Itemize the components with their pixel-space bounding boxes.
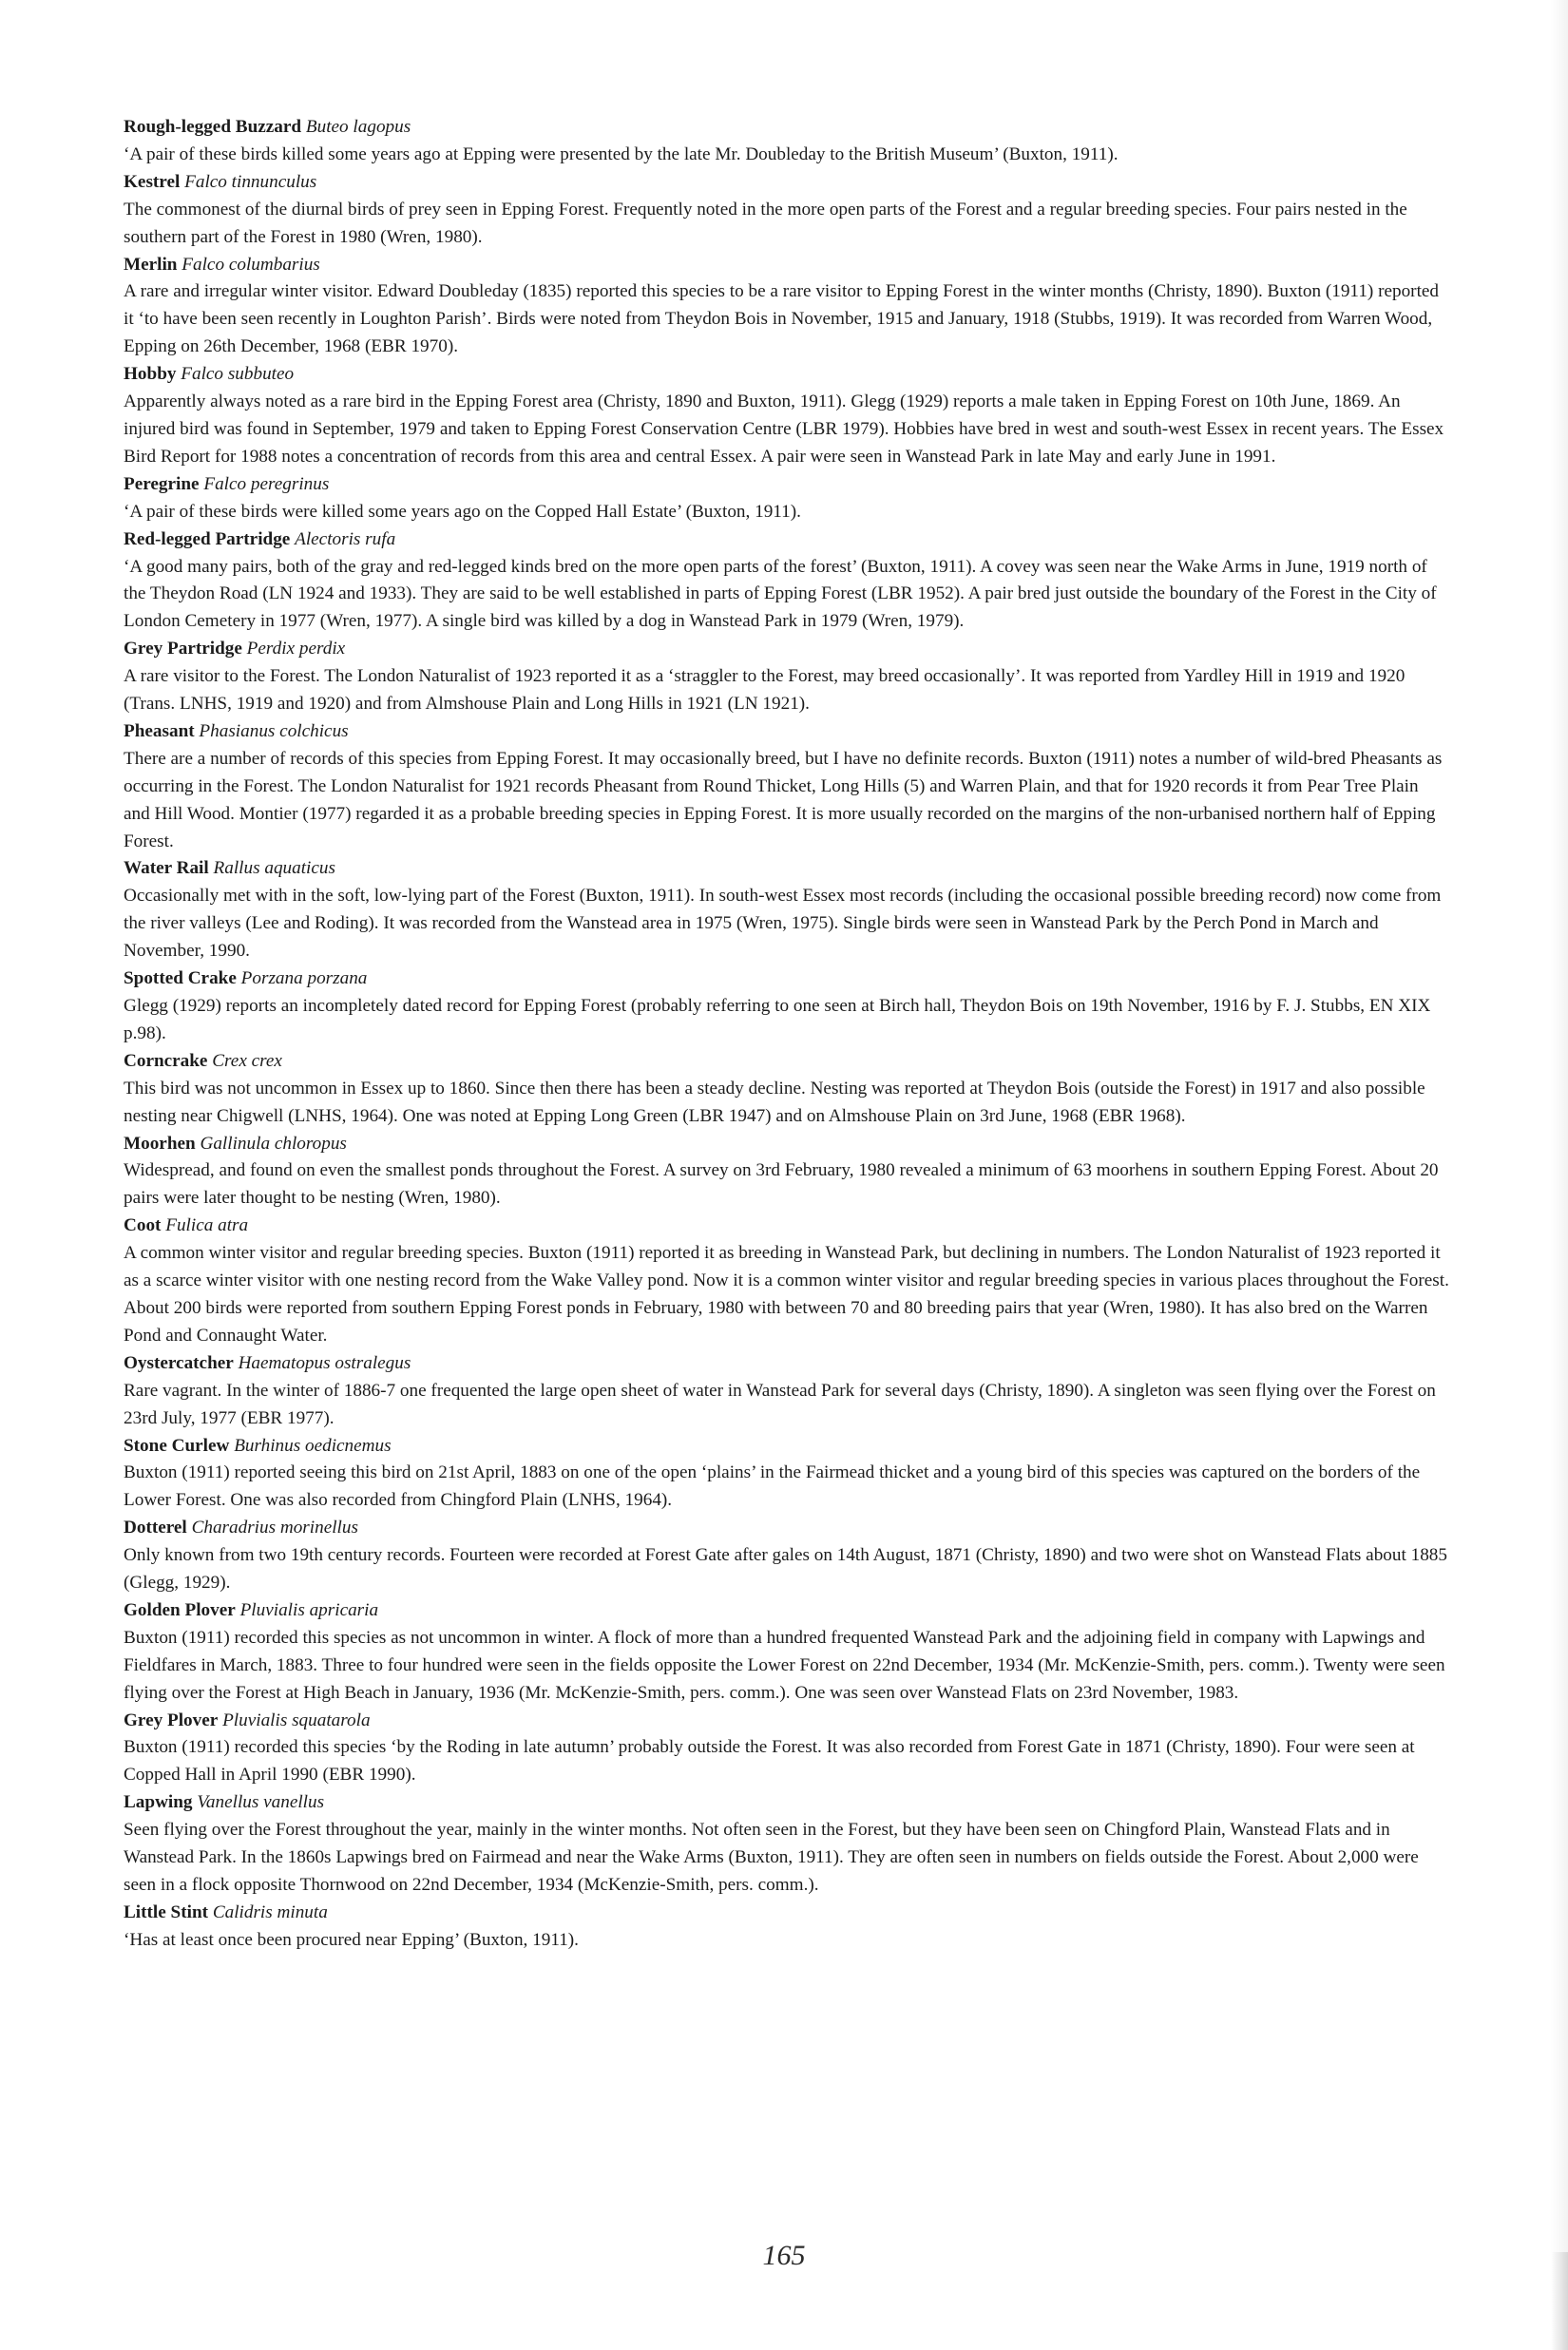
species-common-name: Rough-legged Buzzard [124,117,302,137]
species-common-name: Water Rail [124,858,209,879]
species-heading [124,252,1449,279]
species-heading [124,855,1449,883]
species-text: ‘Has at least once been procured near Epping’ (Buxton, 1911). [124,1929,579,1950]
species-common-name: Dotterel [124,1518,187,1538]
species-latin-name: Falco columbarius [182,254,320,275]
species-text: Widespread, and found on even the smallest ponds throughout the Forest. A survey on 3rd February, 1980 revealed a minimum of 63 moorhens in southern Epping Forest. About 20 pairs were later thought to be nesting (Wren, 1980). [124,1160,1439,1209]
species-entry [124,1350,1449,1433]
species-latin-name: Vanellus vanellus [197,1792,325,1813]
species-common-name: Peregrine [124,473,200,494]
species-heading [124,636,1449,663]
species-common-name: Merlin [124,254,178,275]
species-heading [124,471,1449,499]
species-entry [124,718,1449,856]
species-heading [124,1350,1449,1378]
species-latin-name: Haematopus ostralegus [238,1352,411,1373]
species-heading [124,1597,1449,1625]
species-entry [124,1515,1449,1597]
species-text: ‘A good many pairs, both of the gray and red-legged kinds bred on the more open parts of the forest’ (Buxton, 1911). A covey was seen near the Wake Arms in June, 1919 north of the Theydon Road (LN 1924 and 1933). They are said to be well established in parts of Epping Forest (LBR 1952). A pair bred just outside the boundary of the Forest in the City of London Cemetery in 1977 (Wren, 1977). A single bird was killed by a dog in Wanstead Park in 1979 (Wren, 1979). [124,556,1437,632]
species-heading [124,718,1449,746]
species-latin-name: Perdix perdix [246,639,346,659]
species-text: Buxton (1911) reported seeing this bird on 21st April, 1883 on one of the open ‘plains’ in the Fairmead thicket and a young bird of this species was captured on the borders of the Lower Forest. One was also recorded from Chingford Plain (LNHS, 1964). [124,1462,1421,1511]
species-accounts [124,114,1449,1955]
species-heading [124,1789,1449,1817]
species-entry [124,1131,1449,1213]
species-heading [124,1213,1449,1240]
species-text: ‘A pair of these birds killed some years ago at Epping were presented by the late Mr. Doubleday to the British Museum’ (Buxton, 1911). [124,143,1119,164]
species-entry [124,1048,1449,1131]
species-entry [124,1597,1449,1708]
species-entry [124,1213,1449,1350]
species-heading [124,965,1449,993]
species-entry [124,169,1449,252]
species-entry [124,1900,1449,1955]
species-common-name: Pheasant [124,720,195,741]
species-text: This bird was not uncommon in Essex up to 1860. Since then there has been a steady decline. Nesting was reported at Theydon Bois (outside the Forest) in 1917 and also possible nesting near Chigwell (LNHS, 1964). One was noted at Epping Long Green (LBR 1947) and on Almshouse Plain on 3rd June, 1968 (EBR 1968). [124,1078,1425,1126]
page-number: 165 [762,2240,806,2271]
species-common-name: Spotted Crake [124,968,237,989]
species-latin-name: Falco peregrinus [203,473,330,494]
species-common-name: Oystercatcher [124,1352,234,1373]
species-common-name: Lapwing [124,1792,193,1813]
species-text: A rare visitor to the Forest. The London Naturalist of 1923 reported it as a ‘straggler to the Forest, may breed occasionally’. It was reported from Yardley Hill in 1919 and 1920 (Trans. LNHS, 1919 and 1920) and from Almshouse Plain and Long Hills in 1921 (LN 1921). [124,666,1405,715]
species-entry [124,1789,1449,1900]
species-latin-name: Phasianus colchicus [199,720,349,741]
species-latin-name: Buteo lagopus [305,117,411,137]
species-entry [124,114,1449,169]
species-common-name: Grey Plover [124,1710,219,1730]
species-text: Only known from two 19th century records. Fourteen were recorded at Forest Gate after gales on 14th August, 1871 (Christy, 1890) and two were shot on Wanstead Flats about 1885 (Glegg, 1929). [124,1545,1447,1594]
species-common-name: Coot [124,1215,162,1236]
species-heading [124,1515,1449,1542]
species-latin-name: Charadrius morinellus [191,1518,358,1538]
species-entry [124,855,1449,965]
species-text: Buxton (1911) recorded this species ‘by the Roding in late autumn’ probably outside the Forest. It was also recorded from Forest Gate in 1871 (Christy, 1890). Four were seen at Copped Hall in April 1990 (EBR 1990). [124,1737,1415,1786]
species-latin-name: Gallinula chloropus [200,1133,347,1154]
species-text: Apparently always noted as a rare bird in the Epping Forest area (Christy, 1890 and Buxton, 1911). Glegg (1929) reports a male taken in Epping Forest on 10th June, 1869. An injured bird was found in September, 1979 and taken to Epping Forest Conservation Centre (LBR 1979). Hobbies have bred in west and south-west Essex in recent years. The Essex Bird Report for 1988 notes a concentration of records from this area and central Essex. A pair were seen in Wanstead Park in late May and early June in 1991. [124,392,1444,467]
species-latin-name: Burhinus oedicnemus [234,1435,392,1456]
species-entry [124,526,1449,637]
species-heading [124,114,1449,142]
species-heading [124,1048,1449,1076]
species-latin-name: Falco tinnunculus [184,171,317,192]
species-common-name: Golden Plover [124,1599,236,1620]
species-entry [124,1433,1449,1516]
species-latin-name: Alectoris rufa [295,528,396,549]
species-latin-name: Calidris minuta [212,1901,328,1922]
species-text: ‘A pair of these birds were killed some years ago on the Copped Hall Estate’ (Buxton, 1911). [124,501,801,522]
species-latin-name: Rallus aquaticus [213,858,335,879]
species-entry [124,361,1449,471]
species-text: A rare and irregular winter visitor. Edward Doubleday (1835) reported this species to be a rare visitor to Epping Forest in the winter months (Christy, 1890). Buxton (1911) reported it ‘to have been seen recently in Loughton Parish’. Birds were noted from Theydon Bois in November, 1915 and January, 1918 (Stubbs, 1919). It was recorded from Warren Wood, Epping on 26th December, 1968 (EBR 1970). [124,281,1440,357]
species-common-name: Hobby [124,364,177,385]
scan-edge [1551,0,1568,2350]
species-heading [124,1900,1449,1927]
species-common-name: Grey Partridge [124,639,242,659]
species-common-name: Red-legged Partridge [124,528,291,549]
species-text: Buxton (1911) recorded this species as not uncommon in winter. A flock of more than a hundred frequented Wanstead Park and the adjoining field in company with Lapwings and Fieldfares in March, 1883. Three to four hundred were seen in the fields opposite the Lower Forest on 22nd December, 1934 (Mr. McKenzie-Smith, pers. comm.). Twenty were seen flying over the Forest at High Beach in January, 1936 (Mr. McKenzie-Smith, pers. comm.). One was seen over Wanstead Flats on 23rd November, 1983. [124,1627,1445,1703]
species-text: Occasionally met with in the soft, low-lying part of the Forest (Buxton, 1911). In south-west Essex most records (including the occasional possible breeding record) now come from the river valleys (Lee and Roding). It was recorded from the Wanstead area in 1975 (Wren, 1975). Single birds were seen in Wanstead Park by the Perch Pond in March and November, 1990. [124,886,1442,962]
species-heading [124,1131,1449,1158]
species-heading [124,1433,1449,1461]
species-text: Glegg (1929) reports an incompletely dated record for Epping Forest (probably referring to one seen at Birch hall, Theydon Bois on 19th November, 1916 by F. J. Stubbs, EN XIX p.98). [124,996,1431,1043]
species-heading [124,526,1449,554]
species-common-name: Kestrel [124,171,181,192]
species-text: Seen flying over the Forest throughout the year, mainly in the winter months. Not often seen in the Forest, but they have been seen on Chingford Plain, Wanstead Flats and in Wanstead Park. In the 1860s Lapwings bred on Fairmead and near the Wake Arms (Buxton, 1911). They are often seen in numbers on fields outside the Forest. About 2,000 were seen in a flock opposite Thornwood on 22nd December, 1934 (McKenzie-Smith, pers. comm.). [124,1820,1419,1895]
species-latin-name: Porzana porzana [240,968,368,989]
species-entry [124,252,1449,362]
species-latin-name: Pluvialis apricaria [239,1599,379,1620]
species-latin-name: Pluvialis squatarola [222,1710,371,1730]
species-entry [124,471,1449,526]
species-entry [124,1708,1449,1790]
species-latin-name: Crex crex [212,1050,282,1071]
species-text: A common winter visitor and regular breeding species. Buxton (1911) reported it as breeding in Wanstead Park, but declining in numbers. The London Naturalist of 1923 reported it as a scarce winter visitor with one nesting record from the Wake Valley pond. Now it is a common winter visitor and regular breeding species in various places throughout the Forest. About 200 birds were reported from southern Epping Forest ponds in February, 1980 with between 70 and 80 breeding pairs that year (Wren, 1980). It has also bred on the Warren Pond and Connaught Water. [124,1243,1449,1346]
species-common-name: Moorhen [124,1133,196,1154]
species-common-name: Little Stint [124,1901,209,1922]
species-entry [124,636,1449,718]
species-latin-name: Falco subbuteo [181,364,295,385]
species-text: Rare vagrant. In the winter of 1886-7 one frequented the large open sheet of water in Wanstead Park for several days (Christy, 1890). A singleton was seen flying over the Forest on 23rd July, 1977 (EBR 1977). [124,1380,1436,1428]
species-common-name: Corncrake [124,1050,208,1071]
species-heading [124,169,1449,197]
species-common-name: Stone Curlew [124,1435,230,1456]
species-heading [124,1708,1449,1735]
species-text: There are a number of records of this species from Epping Forest. It may occasionally breed, but I have no definite records. Buxton (1911) notes a number of wild-bred Pheasants as occurring in the Forest. The London Naturalist for 1921 records Pheasant from Round Thicket, Long Hills (5) and Warren Plain, and that for 1920 records it from Pear Tree Plain and Hill Wood. Montier (1977) regarded it as a probable breeding species in Epping Forest. It is more usually recorded on the margins of the non-urbanised northern half of Epping Forest. [124,748,1443,851]
species-heading [124,361,1449,389]
species-entry [124,965,1449,1048]
species-text: The commonest of the diurnal birds of prey seen in Epping Forest. Frequently noted in the more open parts of the Forest and a regular breeding species. Four pairs nested in the southern part of the Forest in 1980 (Wren, 1980). [124,199,1407,247]
species-latin-name: Fulica atra [165,1215,249,1236]
